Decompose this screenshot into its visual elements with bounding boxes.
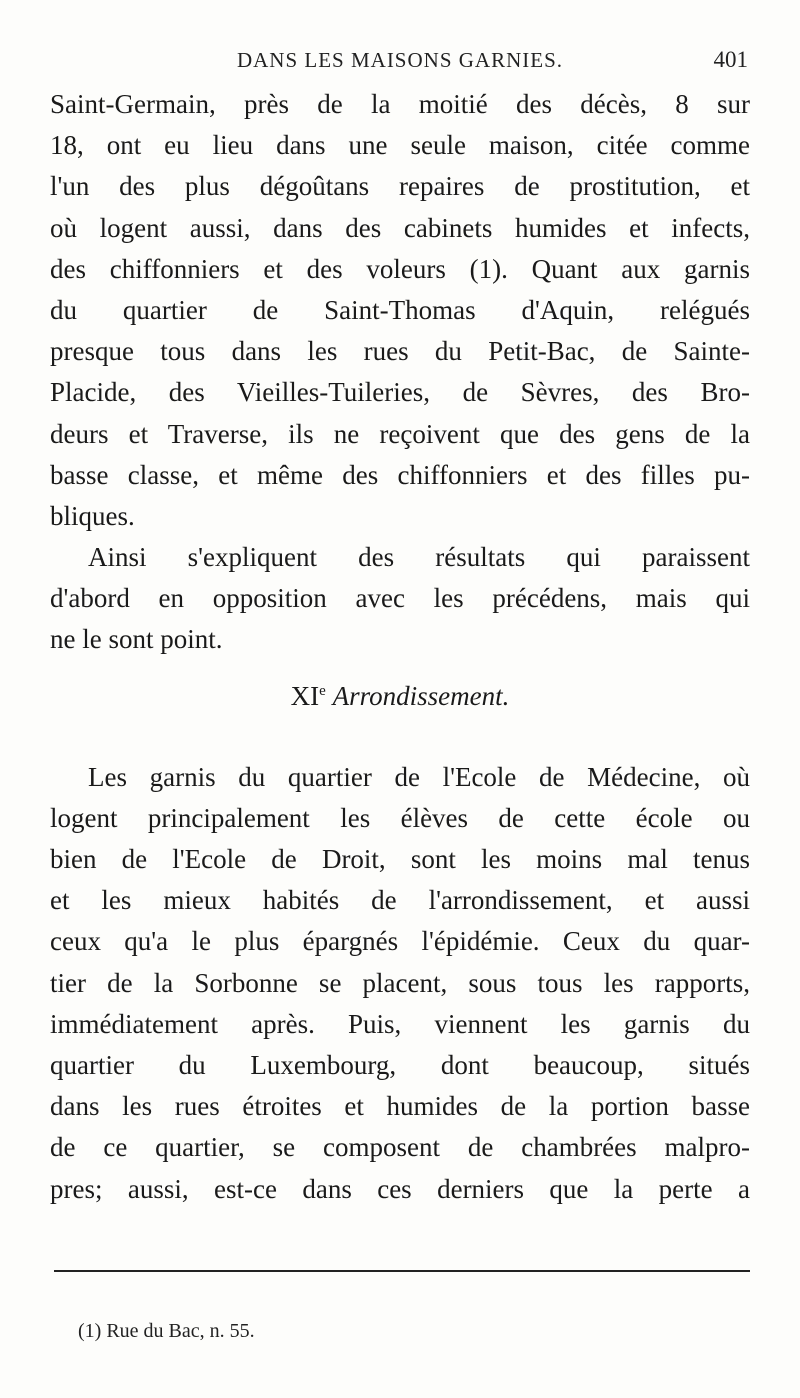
text-line: ne le sont point. [50,624,223,655]
section-heading [50,676,750,717]
text-line: et les mieux habités de l'arrondissement, et aussi [50,885,750,916]
running-title: DANS LES MAISONS GARNIES. [236,48,564,72]
text-line: 18, ont eu lieu dans une seule maison, citée comme [50,130,750,161]
text-line: Les garnis du quartier de l'Ecole de Médecine, où [88,761,750,792]
section-title: Arrondissement. [332,680,510,711]
text-line: pres; aussi, est-ce dans ces derniers que la perte a [50,1173,750,1204]
body-text [50,84,750,1210]
text-line: bien de l'Ecole de Droit, sont les moins mal tenus [50,844,750,874]
text-line: de ce quartier, se composent de chambrées malpro- [50,1132,750,1163]
text-line: Ainsi s'expliquent des résultats qui paraissent [88,542,750,573]
text-line: où logent aussi, dans des cabinets humides et infects, [50,212,750,243]
section-number: XI [290,680,320,711]
text-line: Placide, des Vieilles-Tuileries, de Sèvres, des Bro- [50,377,750,408]
text-line: presque tous dans les rues du Petit-Bac, de Sainte- [50,336,750,367]
text-line: des chiffonniers et des voleurs (1). Quant aux garnis [50,253,750,284]
running-head [50,40,750,80]
text-line: ceux qu'a le plus épargnés l'épidémie. Ceux du quar- [50,926,750,957]
text-line: tier de la Sorbonne se placent, sous tous les rapports, [50,967,750,998]
page-number: 401 [713,47,748,72]
footnote: (1) Rue du Bac, n. 55. [78,1320,255,1342]
text-line: immédiatement après. Puis, viennent les garnis du [50,1008,750,1039]
section-number-superscript: e [319,682,326,699]
text-line: dans les rues étroites et humides de la portion basse [50,1091,750,1122]
text-line: logent principalement les élèves de cette école ou [50,802,750,833]
text-line: Saint-Germain, près de la moitié des décès, 8 sur [50,89,750,119]
text-line: basse classe, et même des chiffonniers et des filles pu- [50,459,750,490]
text-line: du quartier de Saint-Thomas d'Aquin, relégués [50,294,750,325]
paragraph [50,537,750,661]
text-line: bliques. [50,500,135,531]
text-line: l'un des plus dégoûtans repaires de prostitution, et [50,171,750,202]
paragraph [50,84,750,537]
text-line: d'abord en opposition avec les précédens, mais qui [50,583,750,614]
footnote-rule [54,1270,750,1272]
text-line: quartier du Luxembourg, dont beaucoup, situés [50,1049,750,1080]
paragraph [50,757,750,1210]
text-line: deurs et Traverse, ils ne reçoivent que des gens de la [50,418,750,449]
